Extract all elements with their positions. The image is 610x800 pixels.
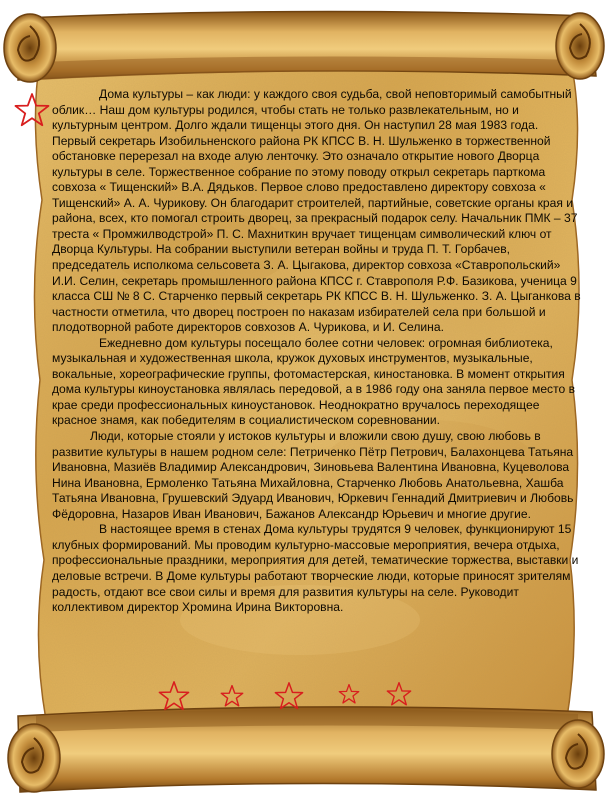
star-icon <box>14 93 50 127</box>
star-icon <box>158 681 190 711</box>
star-icon <box>220 685 244 707</box>
document-body <box>52 87 584 616</box>
paragraph-people: Люди, которые стояли у истоков культуры и вложили свою душу, свою любовь в развитие культуры в нашем родном селе: Петриченко Пётр Петрович, Балахонцева Татьяна Ивановна, Мазиёв Владимир Александрович, Зиновьева Валентина Ивановна, Куцеволова Нина Ивановна, Ермоленко Татьяна Михайловна, Старченко Любовь Анатольевна, Хашба Татьяна Ивановна, Грушевский Эдуард Иванович, Юркевич Геннадий Дмитриевич и Любовь Фёдоровна, Назаров Иван Иванович, Бажанов Александр Юрьевич и многие другие. <box>52 429 574 521</box>
star-icon <box>274 682 304 710</box>
paragraph-present: В настоящее время в стенах Дома культуры трудятся 9 человек, функционируют 15 клубных формирований. Мы проводим культурно-массовые мероприятия, вечера отдыха, профессиональные праздники, мероприятия для детей, тематические торжества, выставки и деловые встречи. В Доме культуры работают творческие люди, которые приносят зрителям радость, отдают все свои силы и время для развития культуры на селе. Руководит коллективом директор Хромина Ирина Викторовна. <box>52 522 579 615</box>
paragraph-activities: Ежедневно дом культуры посещало более сотни человек: огромная библиотека, музыкальная и художественная школа, кружок духовых инструментов, музыкальные, вокальные, хореографические группы, фотомастерская, киностановка. В момент открытия дома культуры киноустановка являлась передовой, а в 1986 году она заняла первое место в крае среди профессиональных киноустановок. Неоднократно вручалось переходящее красное знамя, как победителям в социалистическом соревновании. <box>52 335 576 428</box>
star-icon <box>338 684 360 704</box>
star-icon <box>386 682 412 706</box>
paragraph-opening: Дома культуры – как люди: у каждого своя судьба, свой неповторимый самобытный облик… Наш дом культуры родился, чтобы стать не только развлекательным, но и культурным центром. Долго ждали тищенцы этого дня. Он наступил 28 мая 1983 года. Первый секретарь Изобильненского района РК КПСС В. Н. Шульженко в торжественной обстановке перерезал на входе алую ленточку. Это означало открытие нового Дворца культуры в селе. Торжественное собрание по этому поводу открыл секретарь парткома совхоза « Тищенский» В.А. Дядьков. Первое слово предоставлено директору совхоза « Тищенский» А. А. Чурикову. Он благодарит строителей, партийные, советские органы края и района, всех, кто помогал строить дворец, за прекрасный подарок селу. Начальник ПМК – 37 треста « Промжилводстрой» П. С. Махниткин вручает тищенцам символический ключ от Дворца Культуры. На собрании выступили ветеран войны и труда П. Т. Горбачев, председатель исполкома сельсовета З. А. Цыгакова, директор совхоза «Ставропольский» И.И. Селин, секретарь промышленного района КПСС г. Ставрополя Р.Ф. Базикова, ученица 9 класса СШ № 8 С. Старченко первый секретарь РК КПСС В. Н. Шульженко. З. А. Цыганкова в частности отметила, что дворец построен по наказам избирателей села при большой и плодотворной работе директоров совхозов А. Чурикова, и И. Селина. <box>52 87 581 335</box>
